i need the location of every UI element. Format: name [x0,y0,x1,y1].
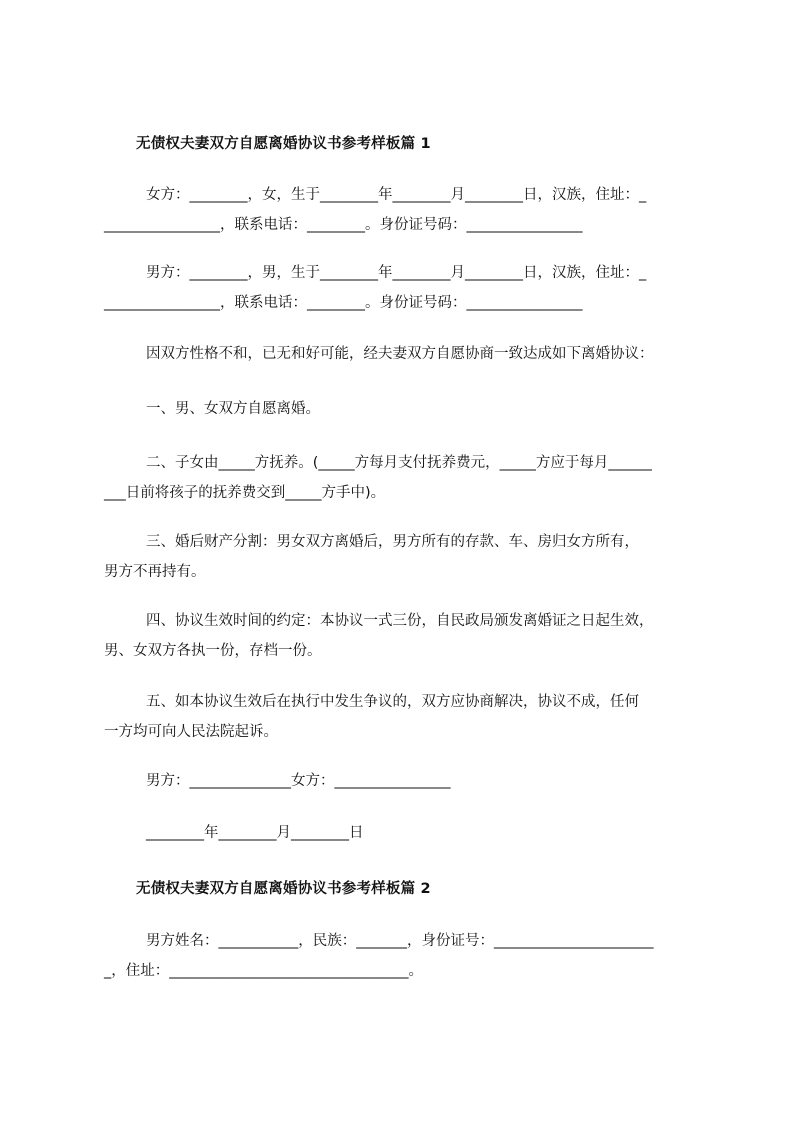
date-line: ________年________月________日 [146,825,364,841]
male-name-line-2: _，住址：_________________________________。 [104,963,423,979]
signature-block [104,766,700,796]
clause-5-line-1: 五、如本协议生效后在执行中发生争议的，双方应协商解决，协议不成，任何 [146,694,639,710]
clause-3 [104,527,700,587]
female-party-line-1: 女方：________，女，生于________年________月________日，汉族，住址：_ [146,187,647,203]
clause-3-line-2: 男方不再持有。 [104,564,206,580]
male-party-line-2: ________________，联系电话：________。身份证号码：________________ [104,295,583,311]
female-party-line-2: ________________，联系电话：________。身份证号码：________________ [104,217,583,233]
clause-2-line-1: 二、子女由_____方抚养。(_____方每月支付抚养费元，_____方应于每月______ [146,455,652,471]
section-2-heading: 无债权夫妻双方自愿离婚协议书参考样板篇 2 [136,881,431,897]
signature-line: 男方：______________女方：________________ [146,773,451,789]
female-party-info [104,180,700,240]
intro-paragraph [104,339,700,369]
intro-line: 因双方性格不和，已无和好可能，经夫妻双方自愿协商一致达成如下离婚协议： [146,346,654,362]
clause-4-line-1: 四、协议生效时间的约定：本协议一式三份，自民政局颁发离婚证之日起生效， [146,613,654,629]
male-party-line-1: 男方：________，男，生于________年________月________日，汉族，住址：_ [146,265,647,281]
clause-2 [104,448,700,508]
male-name-line-1: 男方姓名：___________，民族：_______，身份证号：______________________ [146,933,654,949]
clause-3-line-1: 三、婚后财产分割：男女双方离婚后，男方所有的存款、车、房归女方所有， [146,534,639,550]
male-party-info [104,258,700,318]
section-1-heading: 无债权夫妻双方自愿离婚协议书参考样板篇 1 [136,136,431,152]
clause-5 [104,687,700,747]
clause-2-line-2: ___日前将孩子的抚养费交到_____方手中)。 [104,485,386,501]
clause-1 [104,394,700,424]
male-name-info [104,926,700,986]
date-block [104,818,700,848]
clause-1-line: 一、男、女双方自愿离婚。 [146,401,320,417]
clause-4 [104,606,700,666]
clause-5-line-2: 一方均可向人民法院起诉。 [104,724,278,740]
clause-4-line-2: 男、女双方各执一份，存档一份。 [104,643,322,659]
